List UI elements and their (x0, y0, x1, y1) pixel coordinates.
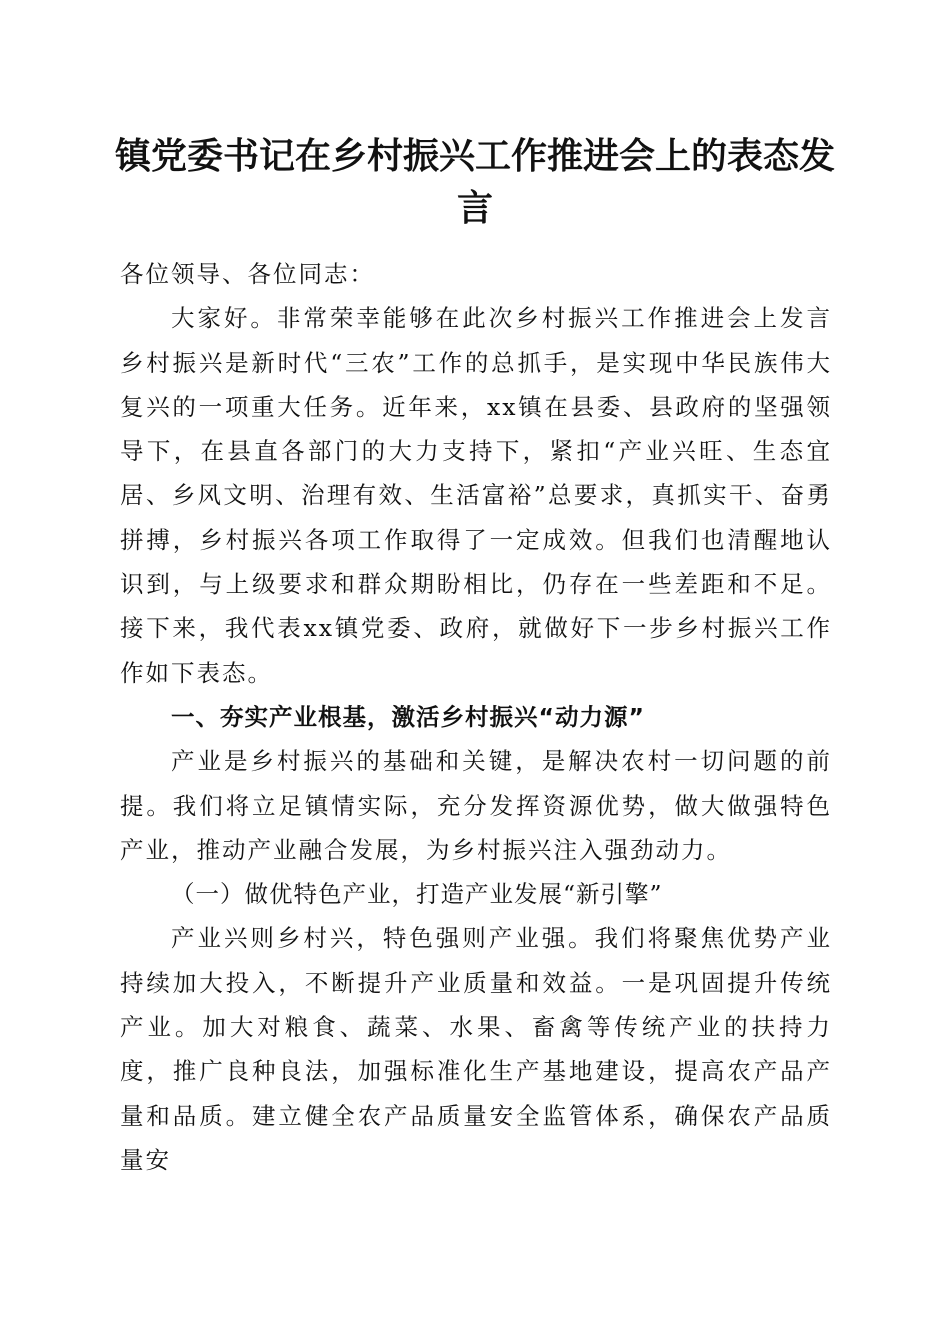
section-heading-1: 一、夯实产业根基，激活乡村振兴“动力源” (171, 702, 645, 731)
document-body (120, 252, 832, 1182)
salutation: 各位领导、各位同志： (120, 260, 375, 288)
paragraph-subsection-1: 产业兴则乡村兴，特色强则产业强。我们将聚焦优势产业持续加大投入，不断提升产业质量和效益。一是巩固提升传统产业。加大对粮食、蔬菜、水果、畜禽等传统产业的扶持力度，推广良种良法，加强标准化生产基地建设，提高农产品产量和品质。建立健全农产品质量安全监管体系，确保农产品质量安 (120, 924, 832, 1174)
document-title: 镇党委书记在乡村振兴工作推进会上的表态发言 (114, 135, 835, 229)
subsection-heading-1: （一）做优特色产业，打造产业发展“新引擎” (171, 880, 663, 909)
paragraph-intro: 大家好。非常荣幸能够在此次乡村振兴工作推进会上发言乡村振兴是新时代“三农”工作的总抓手，是实现中华民族伟大复兴的一项重大任务。近年来，xx镇在县委、县政府的坚强领导下，在县直各部门的大力支持下，紧扣“产业兴旺、生态宜居、乡风文明、治理有效、生活富裕”总要求，真抓实干、奋勇拼搏，乡村振兴各项工作取得了一定成效。但我们也清醒地认识到，与上级要求和群众期盼相比，仍存在一些差距和不足。接下来，我代表xx镇党委、政府，就做好下一步乡村振兴工作作如下表态。 (120, 304, 832, 687)
paragraph-section-1: 产业是乡村振兴的基础和关键，是解决农村一切问题的前提。我们将立足镇情实际，充分发挥资源优势，做大做强特色产业，推动产业融合发展，为乡村振兴注入强劲动力。 (120, 747, 832, 864)
